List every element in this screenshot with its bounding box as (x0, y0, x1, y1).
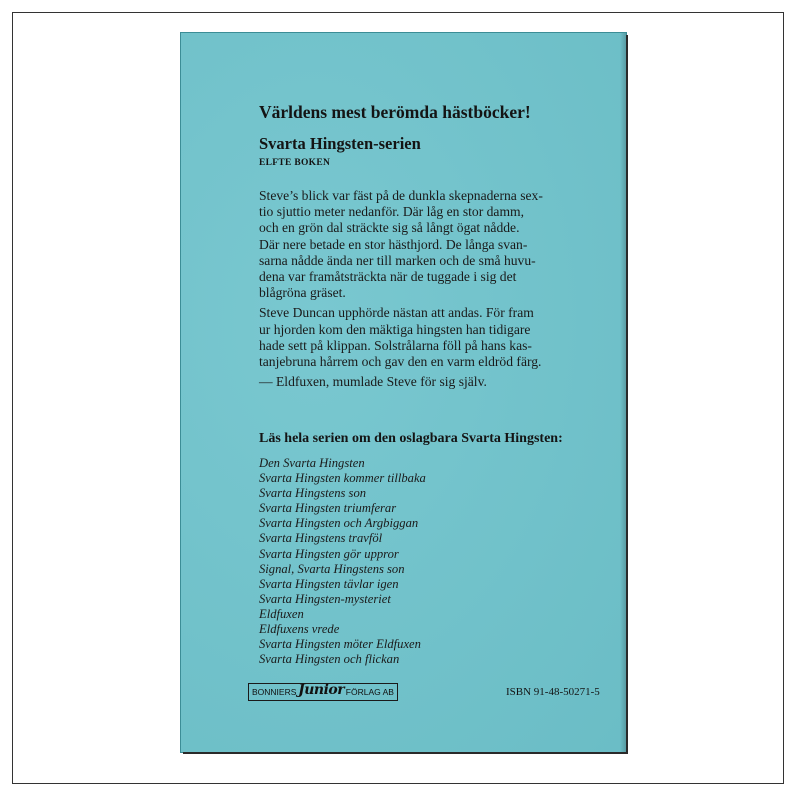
book-title: Svarta Hingstens travföl (259, 531, 383, 546)
excerpt-line: sarna nådde ända ner till marken och de små huvu- (259, 252, 536, 268)
excerpt-line: blågröna gräset. (259, 285, 346, 301)
book-title: Svarta Hingsten gör uppror (259, 546, 399, 561)
isbn: ISBN 91-48-50271-5 (506, 686, 600, 698)
book-title: Svarta Hingsten och flickan (259, 652, 400, 667)
excerpt-line: hade sett på klippan. Solstrålarna föll på hans kas- (259, 337, 532, 353)
publisher-junior-wordmark: Junior (298, 682, 345, 698)
excerpt-line: Där nere betade en stor hästhjord. De långa svan- (259, 236, 528, 252)
excerpt-line: tanjebruna hårrem och gav den en varm eldröd färg. (259, 354, 542, 370)
book-title: Den Svarta Hingsten (259, 456, 365, 470)
series-title: Svarta Hingsten-serien (259, 134, 421, 153)
book-title: Svarta Hingsten-mysteriet (259, 591, 391, 606)
book-title: Svarta Hingsten tävlar igen (259, 576, 399, 591)
excerpt-line: ur hjorden kom den mäktiga hingsten han tidigare (259, 321, 531, 337)
excerpt-line: — Eldfuxen, mumlade Steve för sig själv. (259, 374, 487, 390)
excerpt-paragraph-1 (259, 188, 599, 301)
excerpt-line: Steve Duncan upphörde nästan att andas. För fram (259, 305, 534, 321)
book-title-list (259, 456, 426, 667)
book-title: Eldfuxen (259, 606, 304, 621)
publisher-name-left: BONNIERS (252, 687, 297, 697)
book-title: Svarta Hingsten triumferar (259, 501, 397, 516)
headline: Världens mest berömda hästböcker! (259, 102, 531, 122)
book-title: Svarta Hingsten möter Eldfuxen (259, 637, 421, 652)
excerpt-line: dena var framåtsträckta när de tuggade i sig det (259, 269, 517, 285)
book-back-cover (181, 33, 626, 752)
publisher-logo (248, 683, 398, 701)
book-number: ELFTE BOKEN (259, 158, 331, 168)
excerpt-line: tio sjuttio meter nedanför. Där låg en stor damm, (259, 204, 525, 220)
series-list-heading: Läs hela serien om den oslagbara Svarta Hingsten: (259, 431, 563, 446)
excerpt (259, 188, 599, 394)
publisher-name-right: FÖRLAG AB (345, 687, 394, 697)
book-title: Svarta Hingsten kommer tillbaka (259, 471, 426, 486)
excerpt-line: och en grön dal sträckte sig så långt ögat nådde. (259, 220, 520, 236)
excerpt-paragraph-2 (259, 305, 599, 370)
excerpt-paragraph-3 (259, 374, 599, 390)
book-title: Svarta Hingstens son (259, 486, 367, 501)
book-title: Signal, Svarta Hingstens son (259, 561, 405, 576)
excerpt-line: Steve’s blick var fäst på de dunkla skepnaderna sex- (259, 188, 543, 203)
book-title: Eldfuxens vrede (259, 622, 340, 637)
book-title: Svarta Hingsten och Argbiggan (259, 516, 419, 531)
